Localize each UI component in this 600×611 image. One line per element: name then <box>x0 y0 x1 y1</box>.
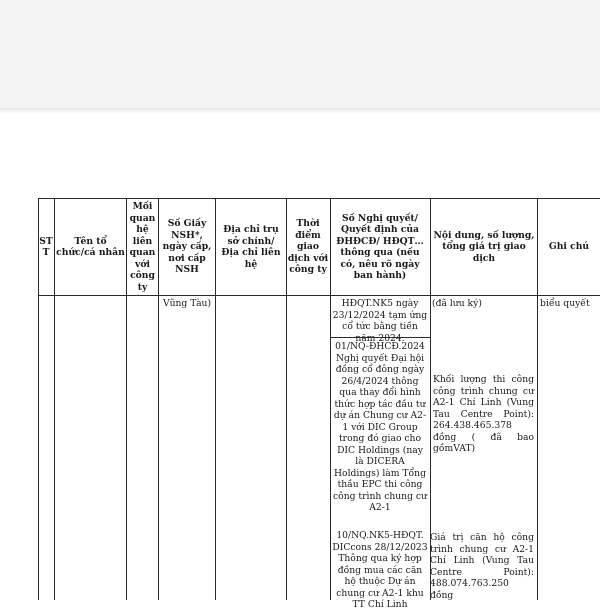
content-2: Khối lượng thi công công trình chung cư A2-1 Chí Linh (Vung Tau Centre Point): 264.438.465.378 đồng ( đã bao gồmVAT) <box>433 374 534 454</box>
content-1: (đã lưu ký) <box>432 298 482 309</box>
cell-so-giay: Vũng Tàu) <box>162 298 212 309</box>
resolution-1: HĐQT.NK5 ngày 23/12/2024 tạm ứng cổ tức bằng tiền năm 2024. <box>332 298 428 344</box>
scan-top-margin <box>0 0 600 108</box>
header-stt: ST T <box>39 235 53 258</box>
header-dia-chi: Địa chỉ trụ sở chính/ Địa chỉ liên hệ <box>221 224 281 270</box>
header-so-giay: Số Giấy NSH*, ngày cấp, nơi cấp NSH <box>162 218 212 276</box>
header-ghi-chu: Ghi chú <box>548 241 590 253</box>
col-border <box>158 198 159 600</box>
header-ten: Tên tổ chức/cá nhân <box>56 235 125 258</box>
col-border <box>330 198 331 600</box>
resolution-divider <box>330 337 430 338</box>
col-border <box>54 198 55 600</box>
header-moi-quan-he: Mối quan hệ liên quan với công ty <box>129 201 156 293</box>
resolution-2: 01/NQ-ĐHCĐ.2024 Nghị quyết Đại hội đồng cổ đông ngày 26/4/2024 thông qua thay đổi hình thức hợp tác đầu tư dự án Chung cư A2-1 với DIC Group trong đó giao cho DIC Holdings (nay là DICERA Holdings) làm Tổng thầu EPC thi công công trình chung cư A2-1 <box>333 341 427 513</box>
header-bottom-border <box>38 295 600 296</box>
col-border <box>215 198 216 600</box>
header-noi-dung: Nội dung, số lượng, tổng giá trị giao dịch <box>433 229 535 264</box>
content-3: Giá trị căn hộ công trình chung cư A2-1 Chí Linh (Vung Tau Centre Point): 488.074.763.250 đồng <box>430 532 534 601</box>
cell-ghi-chu: biểu quyết <box>540 298 590 309</box>
resolution-3: 10/NQ.NK5-HĐQT. DICcons 28/12/2023 Thông qua ký hợp đồng mua các căn hộ thuộc Dự án chung cư A2-1 khu TT Chí Linh <box>332 530 428 610</box>
header-thoi-diem: Thời điểm giao dịch với công ty <box>287 218 329 276</box>
header-so-nghi-quyet: Số Nghị quyết/ Quyết định của ĐHĐCĐ/ HĐQT… thông qua (nếu có, nêu rõ ngày ban hành) <box>336 212 424 281</box>
document-page <box>0 114 600 600</box>
